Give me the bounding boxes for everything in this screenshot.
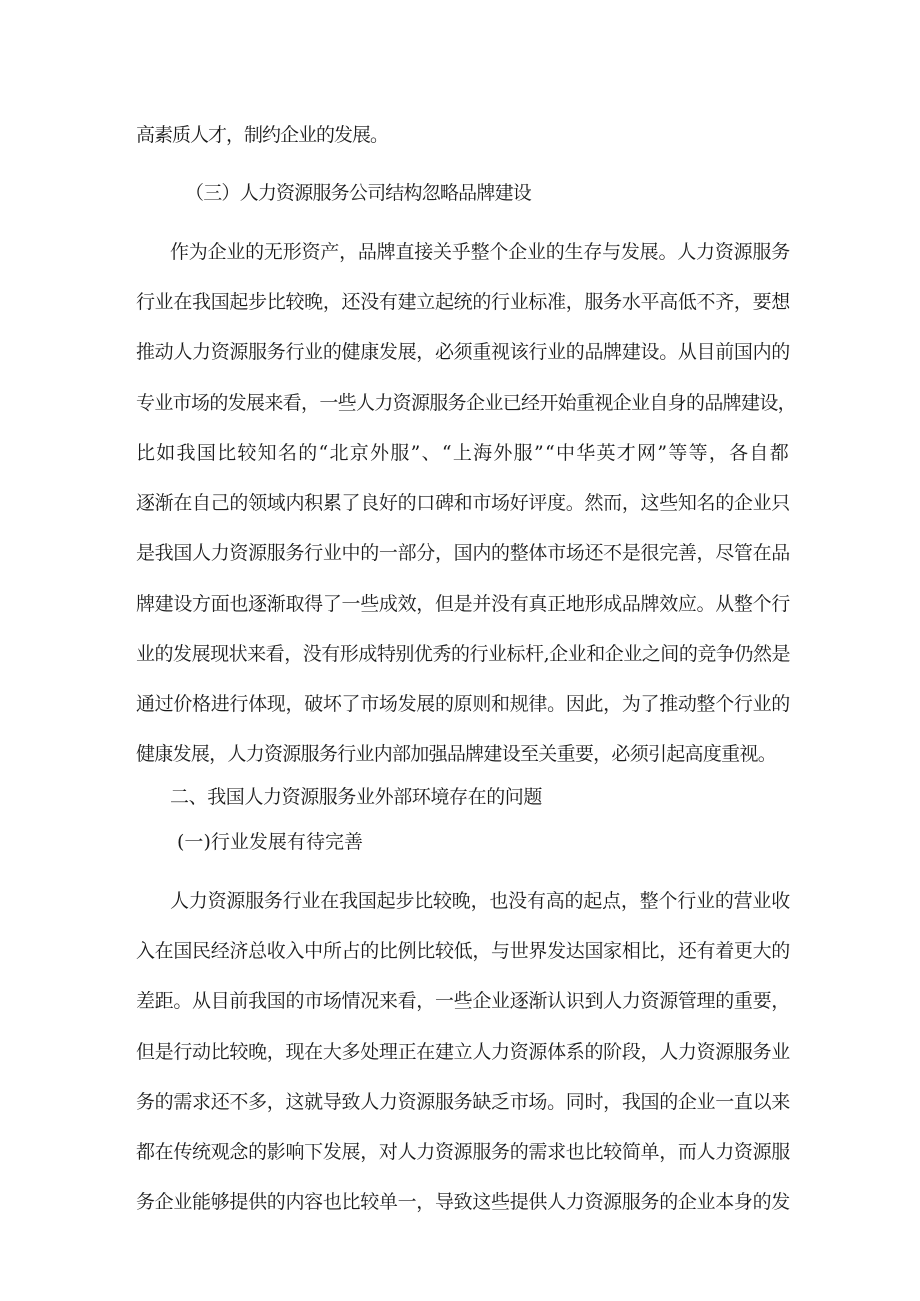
paragraph-line: 推动人力资源服务行业的健康发展，必须重视该行业的品牌建设。从目前国内的 xyxy=(136,341,790,363)
paragraph-line: 业的发展现状来看，没有形成特别优秀的行业标杆,企业和企业之间的竞争仍然是 xyxy=(136,643,790,665)
paragraph-line: 比如我国比较知名的“北京外服”、“上海外服”“中华英才网”等等，各自都 xyxy=(136,442,790,464)
paragraph-line: 人力资源服务行业在我国起步比较晚，也没有高的起点，整个行业的营业收 xyxy=(170,890,790,912)
paragraph-line: 差距。从目前我国的市场情况来看，一些企业逐渐认识到人力资源管理的重要， xyxy=(136,990,790,1012)
paragraph-line: 务的需求还不多，这就导致人力资源服务缺乏市场。同时，我国的企业一直以来 xyxy=(136,1091,790,1113)
paragraph-line: 入在国民经济总收入中所占的比例比较低，与世界发达国家相比，还有着更大的 xyxy=(136,940,790,962)
paragraph-line: 牌建设方面也逐渐取得了一些成效，但是并没有真正地形成品牌效应。从整个行 xyxy=(136,593,790,615)
paragraph-line: 是我国人力资源服务行业中的一部分，国内的整体市场还不是很完善，尽管在品 xyxy=(136,542,790,564)
section-heading-2: 二、我国人力资源服务业外部环境存在的问题 xyxy=(170,786,542,808)
paragraph-line: 行业在我国起步比较晚，还没有建立起统的行业标准，服务水平高低不齐，要想 xyxy=(136,291,790,313)
section-heading-3: （三）人力资源服务公司结构忽略品牌建设 xyxy=(185,182,531,204)
paragraph-continuation-line: 高素质人才，制约企业的发展。 xyxy=(136,124,388,146)
paragraph-line: 逐渐在自己的领域内积累了良好的口碑和市场好评度。然而，这些知名的企业只 xyxy=(136,492,790,514)
paragraph-line: 通过价格进行体现，破坏了市场发展的原则和规律。因此，为了推动整个行业的 xyxy=(136,693,790,715)
paragraph-line: 都在传统观念的影响下发展，对人力资源服务的需求也比较简单，而人力资源服 xyxy=(136,1141,790,1163)
paragraph-line: 专业市场的发展来看，一些人力资源服务企业已经开始重视企业自身的品牌建设， xyxy=(136,392,796,414)
paragraph-line: 务企业能够提供的内容也比较单一，导致这些提供人力资源服务的企业本身的发 xyxy=(136,1191,790,1213)
subsection-heading-1: (一)行业发展有待完善 xyxy=(177,831,363,853)
paragraph-line: 但是行动比较晚，现在大多处理正在建立人力资源体系的阶段，人力资源服务业 xyxy=(136,1041,790,1063)
paragraph-line: 健康发展，人力资源服务行业内部加强品牌建设至关重要，必须引起高度重视。 xyxy=(136,743,776,765)
paragraph-line: 作为企业的无形资产，品牌直接关乎整个企业的生存与发展。人力资源服务 xyxy=(170,241,790,263)
